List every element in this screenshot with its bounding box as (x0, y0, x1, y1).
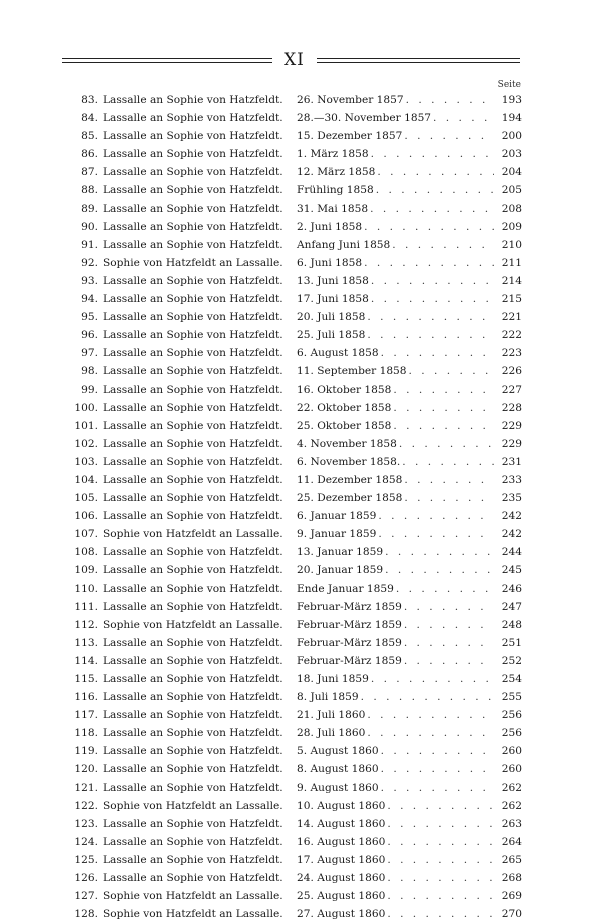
entry-leader-dots (385, 543, 494, 561)
entry-date: Februar-März 1859 (297, 636, 402, 649)
entry-number: 121. (74, 781, 98, 794)
entry-page-number: 256 (501, 727, 522, 740)
entry-date: 9. August 1860 (297, 781, 379, 794)
page-header (62, 52, 520, 72)
entry-leader-dots (406, 91, 494, 109)
entry-page-number: 269 (501, 890, 522, 903)
letter-entry (58, 851, 522, 869)
entry-correspondents: Lassalle an Sophie von Hatzfeldt. (103, 763, 283, 776)
letter-entry (58, 218, 522, 236)
entry-date: 31. Mai 1858 (297, 202, 369, 215)
letter-entry (58, 417, 522, 435)
entry-number: 97. (81, 347, 98, 360)
entry-date: 25. Dezember 1858 (297, 492, 403, 505)
entry-date: 16. Oktober 1858 (297, 383, 392, 396)
entry-page-number: 254 (501, 673, 522, 685)
entry-date: Februar-März 1859 (297, 600, 402, 613)
entry-correspondents: Lassalle an Sophie von Hatzfeldt. (103, 437, 283, 450)
entry-correspondents: Lassalle an Sophie von Hatzfeldt. (103, 582, 283, 595)
entry-number: 95. (81, 311, 98, 324)
entry-page-number: 223 (501, 347, 522, 360)
entry-correspondents: Lassalle an Sophie von Hatzfeldt. (103, 872, 283, 885)
letter-entry (58, 236, 522, 254)
letter-entry (58, 706, 522, 724)
entry-page-number: 270 (501, 908, 522, 921)
entry-number: 92. (81, 256, 98, 269)
entry-number: 111. (74, 600, 98, 613)
entry-correspondents: Lassalle an Sophie von Hatzfeldt. (103, 220, 283, 233)
letter-entry (58, 254, 522, 272)
entry-correspondents: Lassalle an Sophie von Hatzfeldt. (103, 745, 283, 758)
entry-page-number: 252 (501, 654, 522, 667)
entry-correspondents: Lassalle an Sophie von Hatzfeldt. (103, 166, 283, 179)
entry-correspondents: Lassalle an Sophie von Hatzfeldt. (103, 311, 283, 324)
entry-correspondents: Lassalle an Sophie von Hatzfeldt. (103, 401, 283, 414)
entry-correspondents: Lassalle an Sophie von Hatzfeldt. (103, 673, 283, 685)
entry-page-number: 233 (501, 473, 522, 486)
entry-page-number: 226 (501, 365, 522, 378)
entry-page-number: 263 (501, 817, 522, 830)
entry-page-number: 227 (501, 383, 522, 396)
letter-entry (58, 561, 522, 579)
entry-number: 118. (74, 727, 98, 740)
entry-correspondents: Lassalle an Sophie von Hatzfeldt. (103, 202, 283, 215)
entry-correspondents: Sophie von Hatzfeldt an Lassalle. (103, 799, 283, 812)
entry-leader-dots (378, 507, 494, 525)
entry-correspondents: Lassalle an Sophie von Hatzfeldt. (103, 274, 283, 287)
entry-date: 9. Januar 1859 (297, 528, 377, 541)
entry-page-number: 246 (501, 582, 522, 595)
entry-correspondents: Lassalle an Sophie von Hatzfeldt. (103, 600, 283, 613)
entry-correspondents: Lassalle an Sophie von Hatzfeldt. (103, 130, 283, 143)
entry-correspondents: Lassalle an Sophie von Hatzfeldt. (103, 654, 283, 667)
entry-date: Februar-März 1859 (297, 654, 402, 667)
entry-page-number: 211 (501, 256, 522, 269)
letter-entry (58, 616, 522, 634)
entry-number: 106. (74, 510, 98, 523)
entry-number: 127. (74, 890, 98, 903)
entry-date: 16. August 1860 (297, 835, 386, 848)
entry-date: 25. August 1860 (297, 890, 386, 903)
entry-page-number: 194 (501, 112, 522, 125)
entry-number: 105. (74, 492, 98, 505)
entry-page-number: 231 (501, 455, 522, 468)
entry-page-number: 214 (501, 274, 522, 287)
entry-page-number: 228 (501, 401, 522, 414)
entry-page-number: 251 (501, 636, 522, 649)
entry-correspondents: Sophie von Hatzfeldt an Lassalle. (103, 618, 283, 631)
letter-entry (58, 381, 522, 399)
entry-date: 13. Juni 1858 (297, 274, 369, 287)
entry-correspondents: Lassalle an Sophie von Hatzfeldt. (103, 691, 283, 704)
entry-page-number: 203 (501, 148, 522, 161)
entry-date: 6. Januar 1859 (297, 510, 377, 523)
entry-correspondents: Sophie von Hatzfeldt an Lassalle. (103, 890, 283, 903)
letter-entry (58, 797, 522, 815)
letter-entry (58, 344, 522, 362)
letter-entry (58, 887, 522, 905)
entry-page-number: 200 (501, 130, 522, 143)
letter-entry (58, 200, 522, 218)
entry-number: 107. (74, 528, 98, 541)
entry-date: 6. Juni 1858 (297, 256, 363, 269)
entry-leader-dots (381, 779, 494, 797)
entry-leader-dots (387, 815, 494, 833)
entry-date: 14. August 1860 (297, 817, 386, 830)
entry-date: Anfang Juni 1858 (297, 238, 391, 251)
letter-entry (58, 634, 522, 652)
entry-date: 2. Juni 1858 (297, 220, 363, 233)
entry-number: 87. (81, 166, 98, 179)
letter-entry (58, 308, 522, 326)
entry-leader-dots (393, 417, 494, 435)
entry-date: 26. November 1857 (297, 94, 404, 106)
entry-correspondents: Lassalle an Sophie von Hatzfeldt. (103, 184, 283, 197)
entry-date: 20. Januar 1859 (297, 564, 384, 577)
entry-leader-dots (387, 797, 494, 815)
entry-number: 103. (74, 455, 98, 468)
entry-correspondents: Lassalle an Sophie von Hatzfeldt. (103, 781, 283, 794)
entry-page-number: 193 (501, 94, 522, 106)
entry-number: 113. (74, 636, 98, 649)
letter-entry (58, 580, 522, 598)
entry-correspondents: Lassalle an Sophie von Hatzfeldt. (103, 564, 283, 577)
entry-leader-dots (393, 381, 494, 399)
entry-leader-dots (371, 145, 494, 163)
entry-date: 18. Juni 1859 (297, 673, 369, 685)
entry-leader-dots (387, 851, 494, 869)
letter-entry (58, 670, 522, 688)
entry-date: 17. August 1860 (297, 853, 386, 866)
entry-page-number: 235 (501, 492, 522, 505)
entry-page-number: 265 (501, 853, 522, 866)
entry-leader-dots (367, 308, 494, 326)
entry-number: 112. (74, 618, 98, 631)
entry-leader-dots (396, 580, 494, 598)
entry-page-number: 264 (501, 835, 522, 848)
entry-date: 21. Juli 1860 (297, 709, 366, 722)
entry-date: 8. August 1860 (297, 763, 379, 776)
entry-correspondents: Lassalle an Sophie von Hatzfeldt. (103, 817, 283, 830)
entry-correspondents: Lassalle an Sophie von Hatzfeldt. (103, 94, 283, 106)
entry-leader-dots (381, 760, 494, 778)
entry-correspondents: Lassalle an Sophie von Hatzfeldt. (103, 112, 283, 125)
entry-number: 126. (74, 872, 98, 885)
entry-date: 25. Oktober 1858 (297, 419, 392, 432)
entry-page-number: 242 (501, 528, 522, 541)
entry-correspondents: Lassalle an Sophie von Hatzfeldt. (103, 455, 283, 468)
entry-page-number: 262 (501, 799, 522, 812)
entry-number: 120. (74, 763, 98, 776)
entry-page-number: 244 (501, 546, 522, 559)
entry-date: 11. September 1858 (297, 365, 407, 378)
letter-entry (58, 362, 522, 380)
entry-leader-dots (402, 453, 494, 471)
entry-correspondents: Lassalle an Sophie von Hatzfeldt. (103, 546, 283, 559)
entry-leader-dots (377, 163, 494, 181)
entry-number: 99. (81, 383, 98, 396)
entry-date: 28.—30. November 1857 (297, 112, 432, 125)
entry-leader-dots (387, 833, 494, 851)
entry-number: 116. (74, 691, 98, 704)
entry-number: 91. (81, 238, 98, 251)
entry-page-number: 242 (501, 510, 522, 523)
entry-correspondents: Lassalle an Sophie von Hatzfeldt. (103, 636, 283, 649)
entry-leader-dots (404, 598, 494, 616)
entry-number: 123. (74, 817, 98, 830)
letter-entry (58, 742, 522, 760)
entry-correspondents: Lassalle an Sophie von Hatzfeldt. (103, 329, 283, 342)
entry-page-number: 208 (501, 202, 522, 215)
entry-number: 100. (74, 401, 98, 414)
entry-leader-dots (370, 200, 494, 218)
entry-page-number: 210 (501, 238, 522, 251)
entry-correspondents: Lassalle an Sophie von Hatzfeldt. (103, 709, 283, 722)
entry-page-number: 209 (501, 220, 522, 233)
letter-entry (58, 326, 522, 344)
entry-date: 5. August 1860 (297, 745, 379, 758)
entry-number: 90. (81, 220, 98, 233)
page-column-label: Seite (497, 80, 521, 90)
entry-leader-dots (404, 127, 494, 145)
entry-date: 15. Dezember 1857 (297, 130, 403, 143)
entry-correspondents: Lassalle an Sophie von Hatzfeldt. (103, 727, 283, 740)
entry-leader-dots (381, 742, 494, 760)
entry-correspondents: Lassalle an Sophie von Hatzfeldt. (103, 853, 283, 866)
entry-correspondents: Lassalle an Sophie von Hatzfeldt. (103, 148, 283, 161)
entry-page-number: 229 (501, 437, 522, 450)
entry-number: 86. (81, 148, 98, 161)
letter-entry (58, 543, 522, 561)
entry-number: 109. (74, 564, 98, 577)
entry-date: 13. Januar 1859 (297, 546, 384, 559)
letter-entry (58, 453, 522, 471)
header-rule-left (62, 58, 272, 63)
entry-date: 6. August 1858 (297, 347, 379, 360)
entry-correspondents: Lassalle an Sophie von Hatzfeldt. (103, 238, 283, 251)
entry-number: 119. (74, 745, 98, 758)
entry-number: 124. (74, 835, 98, 848)
entry-number: 93. (81, 274, 98, 287)
entry-leader-dots (364, 254, 494, 272)
letter-entry (58, 869, 522, 887)
letter-entry (58, 435, 522, 453)
letter-entry (58, 399, 522, 417)
entry-date: Februar-März 1859 (297, 618, 402, 631)
letter-entry (58, 145, 522, 163)
entry-correspondents: Lassalle an Sophie von Hatzfeldt. (103, 473, 283, 486)
entry-page-number: 256 (501, 709, 522, 722)
entry-date: Ende Januar 1859 (297, 582, 394, 595)
entry-number: 117. (74, 709, 98, 722)
entry-leader-dots (371, 670, 494, 688)
letter-entry (58, 724, 522, 742)
entry-page-number: 248 (501, 618, 522, 631)
entry-date: 20. Juli 1858 (297, 311, 366, 324)
letter-entry (58, 181, 522, 199)
entry-correspondents: Lassalle an Sophie von Hatzfeldt. (103, 492, 283, 505)
entry-leader-dots (387, 869, 494, 887)
entry-date: 28. Juli 1860 (297, 727, 366, 740)
letter-entry (58, 163, 522, 181)
entry-page-number: 229 (501, 419, 522, 432)
page-number-roman: XI (284, 50, 305, 70)
entry-number: 84. (81, 112, 98, 125)
entry-date: 11. Dezember 1858 (297, 473, 403, 486)
entry-leader-dots (385, 561, 494, 579)
entry-number: 125. (74, 853, 98, 866)
entry-correspondents: Sophie von Hatzfeldt an Lassalle. (103, 256, 283, 269)
entry-leader-dots (367, 724, 494, 742)
entry-correspondents: Lassalle an Sophie von Hatzfeldt. (103, 835, 283, 848)
entry-leader-dots (371, 272, 494, 290)
letter-entry (58, 525, 522, 543)
entry-leader-dots (361, 688, 494, 706)
entry-page-number: 222 (501, 329, 522, 342)
letter-entry (58, 833, 522, 851)
entry-correspondents: Lassalle an Sophie von Hatzfeldt. (103, 510, 283, 523)
letter-entry (58, 815, 522, 833)
entry-correspondents: Lassalle an Sophie von Hatzfeldt. (103, 347, 283, 360)
entry-page-number: 221 (501, 311, 522, 324)
letter-entry (58, 598, 522, 616)
letter-entry (58, 507, 522, 525)
letter-entry (58, 652, 522, 670)
entry-number: 114. (74, 654, 98, 667)
letter-entry (58, 109, 522, 127)
letter-entry (58, 91, 522, 109)
entry-page-number: 247 (501, 600, 522, 613)
entry-number: 128. (74, 908, 98, 921)
entry-number: 102. (74, 437, 98, 450)
entry-correspondents: Lassalle an Sophie von Hatzfeldt. (103, 293, 283, 306)
entry-date: 12. März 1858 (297, 166, 376, 179)
entry-number: 83. (81, 94, 98, 106)
entry-leader-dots (367, 326, 494, 344)
entry-page-number: 262 (501, 781, 522, 794)
entry-page-number: 260 (501, 745, 522, 758)
entry-date: 24. August 1860 (297, 872, 386, 885)
letter-entry (58, 471, 522, 489)
entry-leader-dots (393, 399, 494, 417)
entry-page-number: 215 (501, 293, 522, 306)
letters-index (58, 91, 522, 923)
entry-page-number: 205 (501, 184, 522, 197)
entry-number: 110. (74, 582, 98, 595)
entry-leader-dots (364, 218, 494, 236)
entry-number: 104. (74, 473, 98, 486)
letter-entry (58, 272, 522, 290)
entry-leader-dots (404, 652, 494, 670)
entry-number: 88. (81, 184, 98, 197)
entry-leader-dots (387, 887, 494, 905)
entry-leader-dots (378, 525, 494, 543)
entry-number: 101. (74, 419, 98, 432)
entry-date: 4. November 1858 (297, 437, 397, 450)
entry-date: 17. Juni 1858 (297, 293, 369, 306)
entry-leader-dots (404, 634, 494, 652)
entry-leader-dots (433, 109, 494, 127)
entry-date: 8. Juli 1859 (297, 691, 359, 704)
entry-leader-dots (376, 181, 494, 199)
entry-leader-dots (404, 616, 494, 634)
entry-date: 6. November 1858. (297, 455, 401, 468)
entry-number: 85. (81, 130, 98, 143)
entry-leader-dots (371, 290, 494, 308)
letter-entry (58, 905, 522, 923)
entry-date: 22. Oktober 1858 (297, 401, 392, 414)
entry-correspondents: Lassalle an Sophie von Hatzfeldt. (103, 419, 283, 432)
entry-number: 122. (74, 799, 98, 812)
letter-entry (58, 688, 522, 706)
entry-number: 115. (74, 673, 98, 685)
letter-entry (58, 760, 522, 778)
entry-number: 96. (81, 329, 98, 342)
entry-leader-dots (404, 471, 494, 489)
entry-date: Frühling 1858 (297, 184, 374, 197)
entry-page-number: 204 (501, 166, 522, 179)
entry-number: 89. (81, 202, 98, 215)
letter-entry (58, 489, 522, 507)
entry-page-number: 260 (501, 763, 522, 776)
letter-entry (58, 779, 522, 797)
entry-correspondents: Lassalle an Sophie von Hatzfeldt. (103, 365, 283, 378)
entry-date: 1. März 1858 (297, 148, 369, 161)
entry-date: 27. August 1860 (297, 908, 386, 921)
entry-leader-dots (404, 489, 494, 507)
entry-leader-dots (381, 344, 494, 362)
letter-entry (58, 127, 522, 145)
entry-leader-dots (399, 435, 494, 453)
entry-page-number: 268 (501, 872, 522, 885)
entry-number: 94. (81, 293, 98, 306)
header-rule-right (317, 58, 520, 63)
entry-leader-dots (392, 236, 494, 254)
letter-entry (58, 290, 522, 308)
entry-leader-dots (387, 905, 494, 923)
entry-page-number: 255 (501, 691, 522, 704)
entry-correspondents: Sophie von Hatzfeldt an Lassalle. (103, 908, 283, 921)
entry-date: 10. August 1860 (297, 799, 386, 812)
entry-correspondents: Sophie von Hatzfeldt an Lassalle. (103, 528, 283, 541)
entry-correspondents: Lassalle an Sophie von Hatzfeldt. (103, 383, 283, 396)
entry-date: 25. Juli 1858 (297, 329, 366, 342)
entry-leader-dots (409, 362, 494, 380)
entry-number: 108. (74, 546, 98, 559)
entry-leader-dots (367, 706, 494, 724)
entry-number: 98. (81, 365, 98, 378)
entry-page-number: 245 (501, 564, 522, 577)
